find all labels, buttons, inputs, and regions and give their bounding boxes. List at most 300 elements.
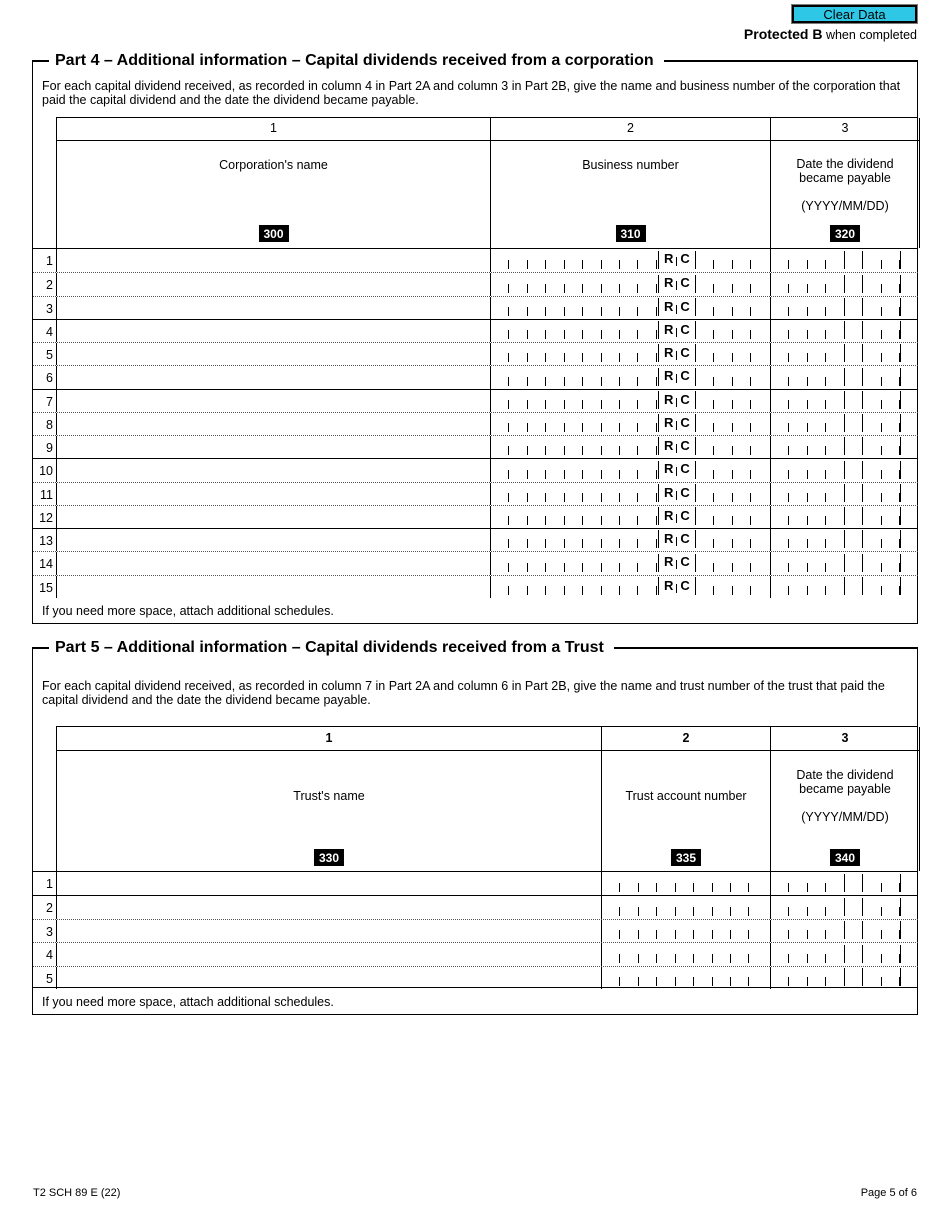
digit-separator (807, 516, 808, 525)
part-4-footer-note: If you need more space, attach additional schedules. (42, 604, 334, 618)
date-payable-field[interactable] (770, 576, 919, 598)
date-separator (844, 321, 845, 339)
digit-separator (508, 446, 509, 455)
digit-separator (807, 423, 808, 432)
business-number-rc (664, 485, 690, 500)
digit-separator (748, 883, 749, 892)
date-separator (862, 437, 863, 455)
digit-separator (601, 307, 602, 316)
digit-separator (637, 446, 638, 455)
trust-account-number-field[interactable] (601, 920, 770, 942)
digit-separator (527, 353, 528, 362)
digit-separator (825, 260, 826, 269)
digit-separator (881, 446, 882, 455)
digit-separator (693, 930, 694, 939)
business-number-field[interactable] (490, 343, 770, 365)
rc-letter-c: C (680, 414, 690, 430)
date-separator (658, 507, 659, 525)
date-separator (844, 414, 845, 432)
digit-separator (582, 330, 583, 339)
column-sublabel: (YYYY/MM/DD) (801, 810, 889, 824)
digit-separator (807, 563, 808, 572)
date-separator (844, 945, 845, 963)
digit-separator (619, 930, 620, 939)
date-payable-field[interactable] (770, 436, 919, 458)
digit-separator (564, 284, 565, 293)
digit-separator (508, 470, 509, 479)
digit-separator (825, 539, 826, 548)
rc-letter-r: R (664, 461, 674, 477)
digit-separator (807, 260, 808, 269)
rc-letter-r: R (664, 251, 674, 266)
trust-account-number-field[interactable] (601, 967, 770, 989)
date-payable-field[interactable] (770, 896, 919, 918)
digit-separator (545, 260, 546, 269)
digit-separator (619, 954, 620, 963)
digit-separator (693, 977, 694, 986)
corporation-name-field[interactable] (56, 436, 490, 458)
digit-separator (732, 377, 733, 386)
trust-account-number-field[interactable] (601, 943, 770, 965)
digit-separator (545, 307, 546, 316)
digit-separator (601, 330, 602, 339)
rc-letter-r: R (664, 391, 674, 407)
business-number-rc (664, 578, 690, 593)
rc-letter-r: R (664, 507, 674, 523)
digit-separator (713, 284, 714, 293)
rc-separator (676, 257, 677, 266)
table-row (33, 528, 918, 551)
field-code-340: 340 (830, 849, 860, 866)
digit-separator (656, 377, 657, 386)
digit-separator (637, 353, 638, 362)
date-separator (862, 391, 863, 409)
rc-separator (676, 421, 677, 430)
rc-letter-c: C (680, 275, 690, 291)
business-number-rc (664, 508, 690, 523)
digit-separator (564, 446, 565, 455)
digit-separator (807, 977, 808, 986)
field-code-335: 335 (671, 849, 701, 866)
digit-separator (732, 284, 733, 293)
date-payable-field[interactable] (770, 297, 919, 319)
digit-separator (712, 883, 713, 892)
digit-separator (582, 586, 583, 595)
digit-separator (508, 330, 509, 339)
corporation-name-field[interactable] (56, 413, 490, 435)
row-number: 12 (39, 510, 53, 525)
column-number: 3 (771, 118, 919, 141)
digit-separator (713, 516, 714, 525)
date-separator (658, 437, 659, 455)
corporation-name-field[interactable] (56, 343, 490, 365)
digit-separator (788, 954, 789, 963)
date-separator (900, 530, 901, 548)
digit-separator (637, 377, 638, 386)
date-separator (844, 275, 845, 293)
rc-end-separator (695, 554, 696, 572)
column-label: Date the dividend became payable (796, 157, 894, 185)
digit-separator (713, 400, 714, 409)
part-4-table-header (56, 117, 918, 248)
date-payable-field[interactable] (770, 320, 919, 342)
trust-name-field[interactable] (56, 943, 601, 965)
digit-separator (807, 493, 808, 502)
part-5-footer-note: If you need more space, attach additional schedules. (42, 995, 334, 1009)
digit-separator (825, 307, 826, 316)
digit-separator (825, 470, 826, 479)
date-separator (900, 391, 901, 409)
corporation-name-field[interactable] (56, 320, 490, 342)
date-separator (844, 898, 845, 916)
rc-end-separator (695, 461, 696, 479)
digit-separator (637, 539, 638, 548)
row-number: 2 (46, 901, 53, 916)
part-4-section (32, 52, 918, 624)
table-row (33, 296, 918, 319)
digit-separator (619, 470, 620, 479)
digit-separator (656, 284, 657, 293)
corporation-name-field[interactable] (56, 552, 490, 574)
corporation-name-field[interactable] (56, 529, 490, 551)
business-number-field[interactable] (490, 249, 770, 272)
business-number-field[interactable] (490, 436, 770, 458)
digit-separator (675, 907, 676, 916)
rc-letter-c: C (680, 531, 690, 547)
digit-separator (656, 907, 657, 916)
digit-separator (807, 377, 808, 386)
business-number-field[interactable] (490, 459, 770, 481)
digit-separator (881, 330, 882, 339)
digit-separator (788, 539, 789, 548)
trust-name-field[interactable] (56, 920, 601, 942)
date-payable-field[interactable] (770, 529, 919, 551)
rc-end-separator (695, 530, 696, 548)
digit-separator (713, 260, 714, 269)
digit-separator (750, 423, 751, 432)
date-separator (900, 898, 901, 916)
row-number: 1 (46, 877, 53, 891)
rc-separator (676, 467, 677, 476)
digit-separator (619, 539, 620, 548)
corporation-name-field[interactable] (56, 506, 490, 528)
digit-separator (732, 446, 733, 455)
date-separator (900, 414, 901, 432)
digit-separator (750, 563, 751, 572)
digit-separator (582, 493, 583, 502)
digit-separator (564, 423, 565, 432)
date-separator (900, 945, 901, 963)
digit-separator (788, 516, 789, 525)
rc-letter-c: C (680, 391, 690, 407)
digit-separator (637, 330, 638, 339)
date-separator (900, 554, 901, 572)
digit-separator (825, 930, 826, 939)
date-payable-field[interactable] (770, 459, 919, 481)
trust-name-field[interactable] (56, 967, 601, 989)
row-number: 15 (39, 580, 53, 595)
digit-separator (881, 930, 882, 939)
digit-separator (825, 516, 826, 525)
business-number-field[interactable] (490, 529, 770, 551)
business-number-field[interactable] (490, 552, 770, 574)
protected-b-suffix: when completed (822, 28, 917, 42)
date-separator (844, 968, 845, 986)
rc-separator (676, 305, 677, 314)
digit-separator (582, 260, 583, 269)
date-separator (900, 484, 901, 502)
trust-account-number-field[interactable] (601, 896, 770, 918)
digit-separator (619, 883, 620, 892)
date-separator (844, 437, 845, 455)
row-number: 5 (46, 971, 53, 986)
digit-separator (637, 284, 638, 293)
digit-separator (638, 977, 639, 986)
digit-separator (637, 470, 638, 479)
rc-separator (676, 281, 677, 290)
digit-separator (807, 883, 808, 892)
digit-separator (508, 563, 509, 572)
date-separator (844, 368, 845, 386)
digit-separator (619, 423, 620, 432)
business-number-rc (664, 251, 690, 266)
rc-end-separator (695, 368, 696, 386)
digit-separator (545, 353, 546, 362)
digit-separator (881, 907, 882, 916)
digit-separator (732, 470, 733, 479)
digit-separator (601, 377, 602, 386)
corporation-name-field[interactable] (56, 366, 490, 388)
digit-separator (508, 493, 509, 502)
date-payable-field[interactable] (770, 366, 919, 388)
corporation-name-field[interactable] (56, 483, 490, 505)
digit-separator (527, 493, 528, 502)
business-number-field[interactable] (490, 297, 770, 319)
trust-name-field[interactable] (56, 896, 601, 918)
digit-separator (582, 423, 583, 432)
digit-separator (619, 586, 620, 595)
digit-separator (508, 539, 509, 548)
rc-separator (676, 560, 677, 569)
rc-end-separator (695, 577, 696, 595)
date-payable-field[interactable] (770, 249, 919, 272)
rc-end-separator (695, 251, 696, 269)
trust-account-number-field[interactable] (601, 872, 770, 895)
row-number: 6 (46, 371, 53, 386)
part-5-col-name-header (57, 727, 602, 871)
digit-separator (637, 586, 638, 595)
digit-separator (656, 423, 657, 432)
digit-separator (881, 284, 882, 293)
date-separator (900, 321, 901, 339)
digit-separator (730, 907, 731, 916)
date-payable-field[interactable] (770, 273, 919, 295)
row-number: 5 (46, 348, 53, 363)
digit-separator (825, 423, 826, 432)
digit-separator (656, 260, 657, 269)
business-number-field[interactable] (490, 483, 770, 505)
rc-letter-c: C (680, 345, 690, 361)
form-identifier: T2 SCH 89 E (22) (33, 1187, 121, 1199)
date-separator (862, 898, 863, 916)
field-code-300: 300 (258, 225, 288, 242)
digit-separator (619, 977, 620, 986)
rc-letter-c: C (680, 321, 690, 337)
trust-name-field[interactable] (56, 872, 601, 895)
digit-separator (656, 930, 657, 939)
digit-separator (748, 954, 749, 963)
digit-separator (713, 446, 714, 455)
date-payable-field[interactable] (770, 872, 919, 895)
date-separator (658, 298, 659, 316)
date-payable-field[interactable] (770, 920, 919, 942)
date-separator (900, 921, 901, 939)
digit-separator (825, 977, 826, 986)
date-payable-field[interactable] (770, 390, 919, 412)
rc-end-separator (695, 321, 696, 339)
digit-separator (564, 377, 565, 386)
digit-separator (713, 539, 714, 548)
date-separator (862, 344, 863, 362)
date-payable-field[interactable] (770, 506, 919, 528)
date-separator (900, 461, 901, 479)
digit-separator (582, 377, 583, 386)
digit-separator (656, 330, 657, 339)
corporation-name-field[interactable] (56, 297, 490, 319)
digit-separator (750, 539, 751, 548)
date-payable-field[interactable] (770, 343, 919, 365)
digit-separator (638, 883, 639, 892)
business-number-field[interactable] (490, 506, 770, 528)
digit-separator (601, 260, 602, 269)
date-payable-field[interactable] (770, 483, 919, 505)
part-5-table-header (56, 726, 918, 871)
digit-separator (656, 954, 657, 963)
digit-separator (788, 284, 789, 293)
rc-letter-r: R (664, 414, 674, 430)
column-number: 1 (57, 727, 601, 751)
digit-separator (564, 586, 565, 595)
digit-separator (637, 260, 638, 269)
digit-separator (638, 907, 639, 916)
rc-end-separator (695, 298, 696, 316)
part-5-rows (33, 871, 918, 988)
digit-separator (732, 563, 733, 572)
date-separator (862, 368, 863, 386)
corporation-name-field[interactable] (56, 390, 490, 412)
business-number-field[interactable] (490, 413, 770, 435)
date-separator (862, 251, 863, 269)
digit-separator (508, 377, 509, 386)
digit-separator (564, 539, 565, 548)
digit-separator (730, 954, 731, 963)
digit-separator (527, 563, 528, 572)
business-number-field[interactable] (490, 366, 770, 388)
digit-separator (750, 400, 751, 409)
business-number-field[interactable] (490, 390, 770, 412)
business-number-rc (664, 438, 690, 453)
digit-separator (656, 400, 657, 409)
digit-separator (825, 586, 826, 595)
part-4-col-business-number-header (491, 118, 771, 248)
digit-separator (656, 586, 657, 595)
digit-separator (656, 539, 657, 548)
digit-separator (637, 307, 638, 316)
table-row (33, 365, 918, 388)
corporation-name-field[interactable] (56, 459, 490, 481)
digit-separator (545, 377, 546, 386)
date-payable-field[interactable] (770, 413, 919, 435)
digit-separator (527, 539, 528, 548)
digit-separator (732, 400, 733, 409)
digit-separator (750, 330, 751, 339)
date-separator (862, 874, 863, 892)
digit-separator (732, 330, 733, 339)
business-number-field[interactable] (490, 576, 770, 598)
clear-data-button[interactable]: Clear Data (792, 5, 917, 23)
digit-separator (712, 907, 713, 916)
digit-separator (788, 563, 789, 572)
digit-separator (881, 493, 882, 502)
digit-separator (881, 977, 882, 986)
date-separator (900, 368, 901, 386)
digit-separator (508, 586, 509, 595)
digit-separator (693, 954, 694, 963)
corporation-name-field[interactable] (56, 576, 490, 598)
business-number-field[interactable] (490, 320, 770, 342)
digit-separator (508, 307, 509, 316)
digit-separator (656, 977, 657, 986)
date-payable-field[interactable] (770, 967, 919, 989)
date-separator (658, 251, 659, 269)
row-number: 8 (46, 417, 53, 432)
digit-separator (508, 260, 509, 269)
digit-separator (730, 930, 731, 939)
digit-separator (712, 930, 713, 939)
digit-separator (881, 470, 882, 479)
digit-separator (693, 883, 694, 892)
digit-separator (601, 446, 602, 455)
digit-separator (601, 353, 602, 362)
digit-separator (712, 977, 713, 986)
digit-separator (545, 284, 546, 293)
digit-separator (601, 423, 602, 432)
date-separator (658, 461, 659, 479)
digit-separator (637, 400, 638, 409)
digit-separator (527, 377, 528, 386)
digit-separator (807, 539, 808, 548)
corporation-name-field[interactable] (56, 249, 490, 272)
date-separator (658, 391, 659, 409)
digit-separator (527, 423, 528, 432)
digit-separator (732, 586, 733, 595)
date-separator (900, 275, 901, 293)
date-separator (900, 251, 901, 269)
date-payable-field[interactable] (770, 552, 919, 574)
business-number-field[interactable] (490, 273, 770, 295)
date-payable-field[interactable] (770, 943, 919, 965)
business-number-rc (664, 299, 690, 314)
rc-separator (676, 491, 677, 500)
corporation-name-field[interactable] (56, 273, 490, 295)
digit-separator (788, 493, 789, 502)
digit-separator (881, 423, 882, 432)
date-separator (862, 968, 863, 986)
row-number: 4 (46, 324, 53, 339)
digit-separator (750, 284, 751, 293)
column-sublabel: (YYYY/MM/DD) (801, 199, 889, 213)
part-5-title: Part 5 – Additional information – Capital dividends received from a Trust (49, 639, 614, 657)
